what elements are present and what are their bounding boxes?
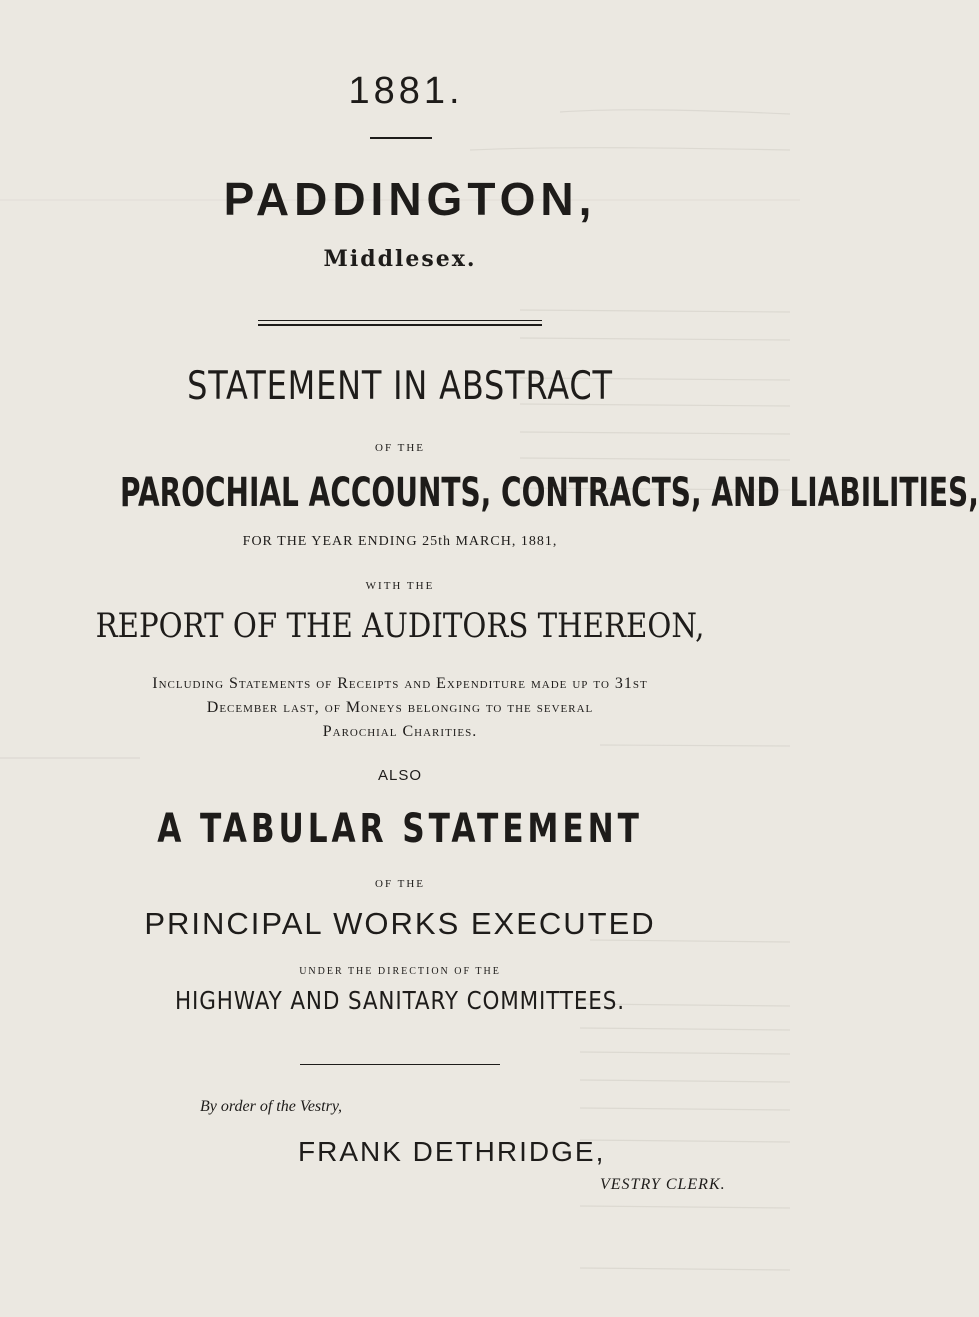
tabular-heading: A TABULAR STATEMENT xyxy=(157,806,643,852)
with-the-connector: WITH THE xyxy=(365,580,435,592)
double-rule-top xyxy=(258,320,542,321)
year-ending-line: FOR THE YEAR ENDING 25th MARCH, 1881, xyxy=(242,534,558,549)
county-name: Middlesex. xyxy=(323,246,477,272)
year-underline xyxy=(370,137,432,139)
by-order-line: By order of the Vestry, xyxy=(200,1098,343,1115)
including-line-2: December last, of Moneys belonging to the several xyxy=(206,699,594,716)
including-line-1: Including Statements of Receipts and Expenditure made up to 31st xyxy=(152,675,648,692)
parish-name: PADDINGTON, xyxy=(223,173,597,225)
committees-heading: HIGHWAY AND SANITARY COMMITTEES. xyxy=(175,986,625,1015)
report-heading: REPORT OF THE AUDITORS THEREON, xyxy=(95,606,705,646)
clerk-title: VESTRY CLERK. xyxy=(600,1176,726,1193)
of-the-connector-2: OF THE xyxy=(375,878,425,890)
signature-divider xyxy=(300,1064,500,1065)
also-connector: ALSO xyxy=(377,767,423,784)
of-the-connector-1: OF THE xyxy=(375,442,425,454)
double-rule-bottom xyxy=(258,324,542,326)
including-line-3: Parochial Charities. xyxy=(322,723,478,740)
under-direction-line: UNDER THE DIRECTION OF THE xyxy=(299,966,501,977)
parochial-heading: PAROCHIAL ACCOUNTS, CONTRACTS, AND LIABILITIES, xyxy=(120,470,979,516)
principal-works-heading: PRINCIPAL WORKS EXECUTED xyxy=(144,906,656,941)
statement-heading: STATEMENT IN ABSTRACT xyxy=(187,364,613,409)
clerk-name: FRANK DETHRIDGE, xyxy=(298,1136,606,1167)
including-paragraph xyxy=(0,672,800,744)
document-year: 1881. xyxy=(348,70,464,112)
